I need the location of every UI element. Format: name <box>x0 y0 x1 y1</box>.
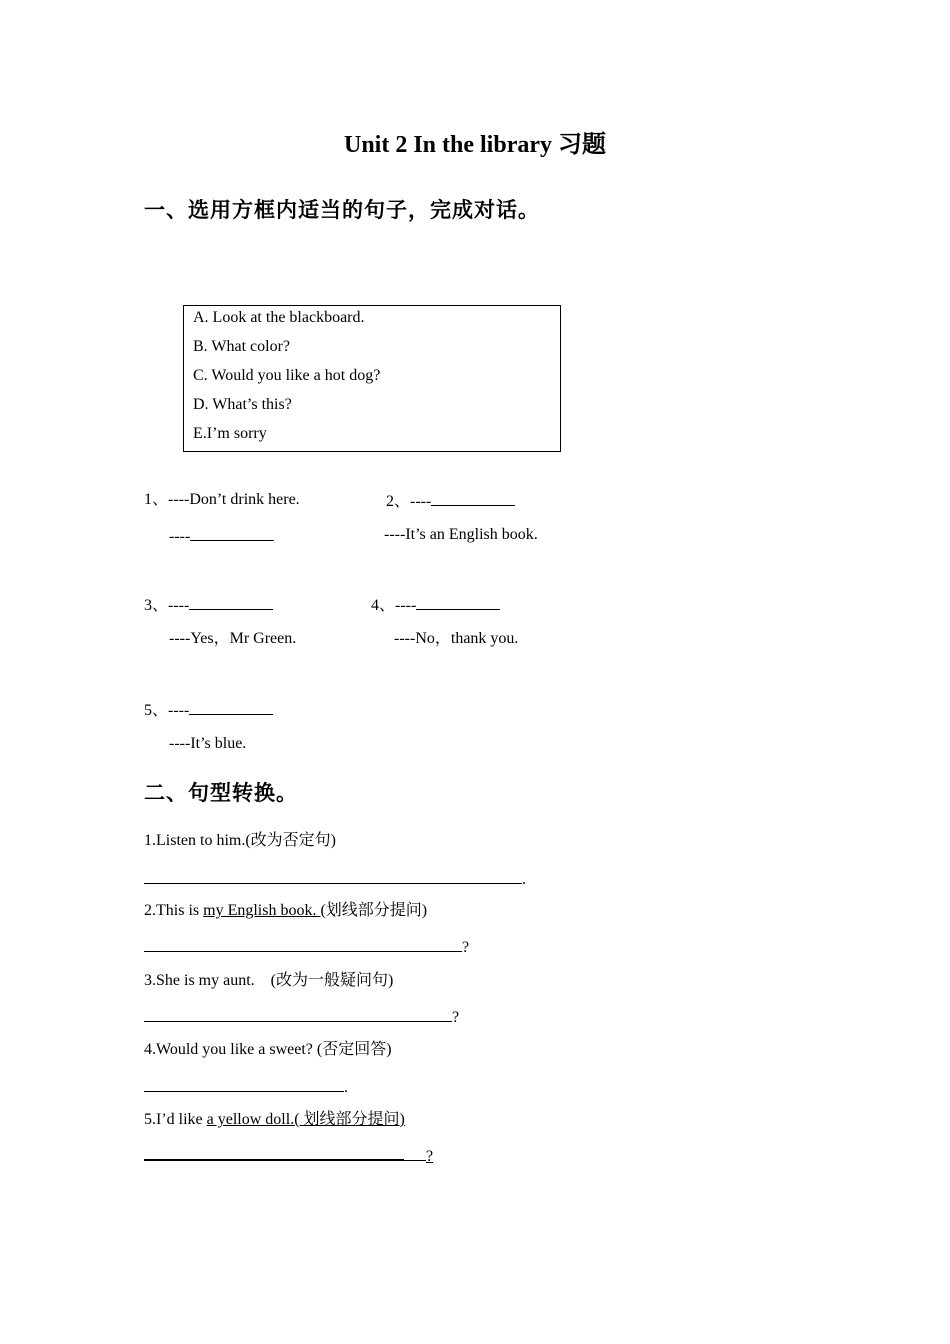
item-4-answer-line[interactable] <box>144 1076 348 1098</box>
option-c: C. Would you like a hot dog? <box>193 367 381 384</box>
option-a: A. Look at the blackboard. <box>193 309 365 326</box>
item-2-end-mark: ? <box>462 939 470 956</box>
page-title: Unit 2 In the library 习题 <box>343 132 606 158</box>
dialogue-4-question <box>371 594 500 616</box>
answer-blank-extension <box>404 1145 426 1161</box>
transform-item-4 <box>144 1040 392 1060</box>
dialogue-3-question <box>144 594 273 616</box>
item-3-end-mark: ? <box>452 1009 460 1026</box>
dialogue-3-q-text: ---- <box>168 597 190 614</box>
transform-item-3 <box>144 971 393 991</box>
answer-blank[interactable] <box>189 699 273 715</box>
dialogue-2-number: 2、 <box>386 493 411 510</box>
answer-blank[interactable] <box>144 1144 404 1161</box>
dialogue-2-q-text: ---- <box>410 493 432 510</box>
item-2-underlined: my English book. <box>203 902 321 919</box>
answer-blank[interactable] <box>190 525 274 541</box>
dialogue-1-number: 1、 <box>144 491 169 508</box>
dialogue-1-question <box>144 490 300 510</box>
item-1-answer-line[interactable] <box>144 868 526 890</box>
item-3-instruction: (改为一般疑问句) <box>254 972 394 989</box>
transform-item-1 <box>144 831 336 851</box>
transform-item-2 <box>144 901 427 921</box>
dialogue-3-number: 3、 <box>144 597 169 614</box>
section-2-heading: 二、句型转换。 <box>144 781 298 805</box>
item-2-answer-line[interactable] <box>144 936 469 958</box>
option-b: B. What color? <box>193 338 291 355</box>
item-4-end-mark: . <box>344 1079 348 1096</box>
options-box <box>183 305 561 452</box>
answer-blank[interactable] <box>189 594 273 610</box>
dialogue-4-answer: ----No，thank you. <box>394 630 519 647</box>
answer-blank[interactable] <box>144 1076 344 1092</box>
dialogue-1-q-text: ----Don’t drink here. <box>168 491 300 508</box>
item-5-underlined: a yellow doll.( <box>206 1111 304 1128</box>
item-2-text: 2.This is <box>144 902 204 919</box>
dialogue-1-a-text: ---- <box>169 528 191 545</box>
item-1-end-mark: . <box>522 871 526 888</box>
option-d: D. What’s this? <box>193 396 292 413</box>
answer-blank[interactable] <box>144 936 462 952</box>
item-3-text: 3.She is my aunt. <box>144 972 255 989</box>
transform-item-5 <box>144 1110 405 1130</box>
answer-blank[interactable] <box>144 1006 452 1022</box>
dialogue-2-question <box>386 490 515 512</box>
section-1-heading: 一、选用方框内适当的句子，完成对话。 <box>144 198 540 222</box>
dialogue-1-answer <box>169 525 274 547</box>
answer-blank[interactable] <box>144 868 522 884</box>
item-5-text: 5.I’d like <box>144 1111 207 1128</box>
item-5-instruction: 划线部分提问) <box>303 1111 405 1128</box>
dialogue-3-answer: ----Yes，Mr Green. <box>169 630 297 647</box>
item-3-answer-line[interactable] <box>144 1006 459 1028</box>
dialogue-5-answer: ----It’s blue. <box>169 735 247 752</box>
dialogue-5-q-text: ---- <box>168 702 190 719</box>
item-4-instruction: (否定回答) <box>312 1041 392 1058</box>
item-5-end-mark: ? <box>426 1148 434 1165</box>
dialogue-2-answer: ----It’s an English book. <box>384 526 538 543</box>
dialogue-5-number: 5、 <box>144 702 169 719</box>
option-e: E.I’m sorry <box>193 425 267 442</box>
item-4-text: 4.Would you like a sweet? <box>144 1041 313 1058</box>
item-5-answer-line[interactable] <box>144 1144 433 1167</box>
dialogue-4-q-text: ---- <box>395 597 417 614</box>
answer-blank[interactable] <box>431 490 515 506</box>
item-2-instruction: (划线部分提问) <box>320 902 428 919</box>
item-1-instruction: (改为否定句) <box>245 832 336 849</box>
item-1-text: 1.Listen to him. <box>144 832 246 849</box>
dialogue-5-question <box>144 699 273 721</box>
dialogue-4-number: 4、 <box>371 597 396 614</box>
answer-blank[interactable] <box>416 594 500 610</box>
